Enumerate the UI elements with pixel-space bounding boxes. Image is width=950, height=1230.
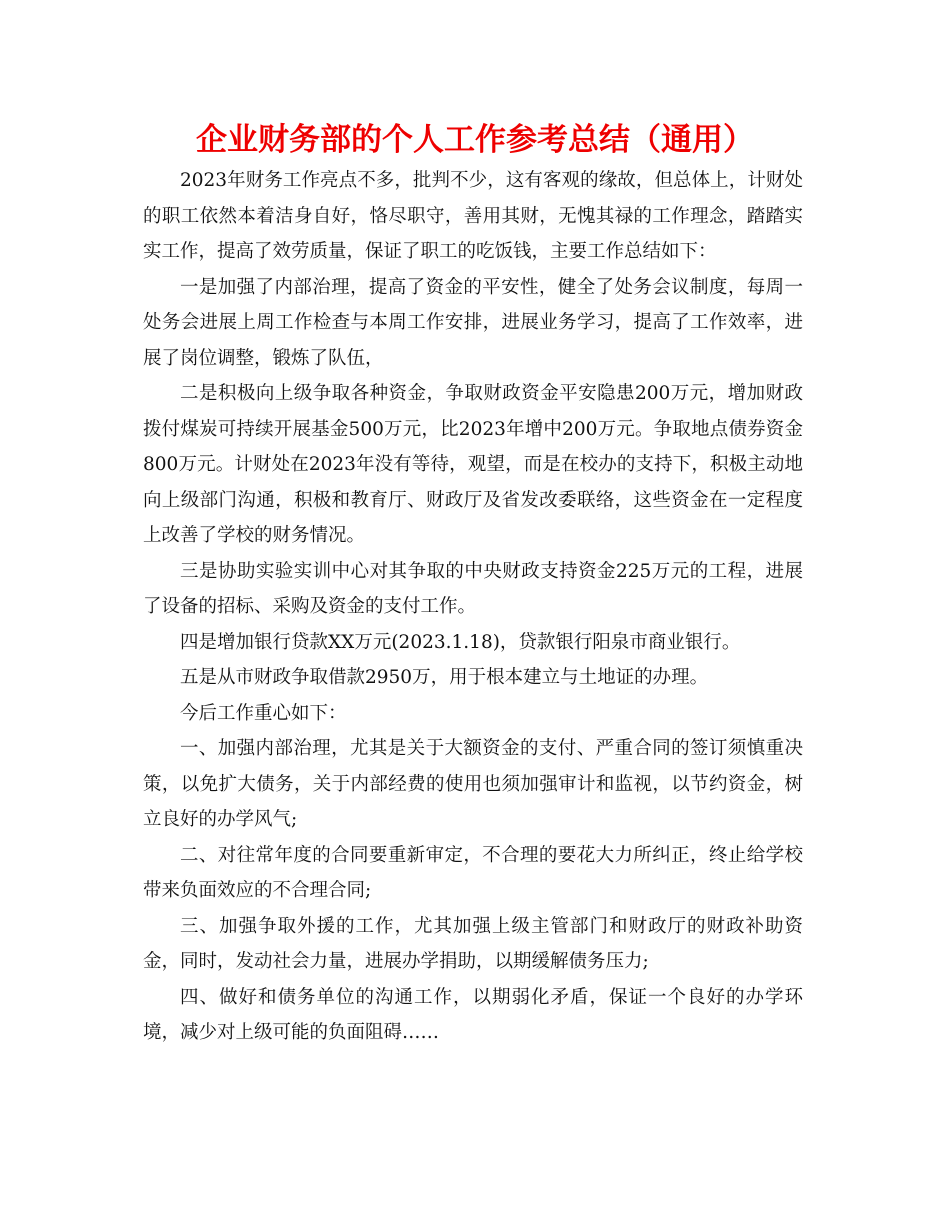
paragraph-intro: 2023年财务工作亮点不多，批判不少，这有客观的缘故，但总体上，计财处的职工依然本着洁身自好，恪尽职守，善用其财，无愧其禄的工作理念，踏踏实实工作，提高了效劳质量，保证了职工的吃饭钱，主要工作总结如下： — [143, 170, 803, 262]
paragraph-item-4: 四是增加银行贷款XX万元(2023.1.18)，贷款银行阳泉市商业银行。 — [180, 631, 741, 653]
paragraph-item-5: 五是从市财政争取借款2950万，用于根本建立与土地证的办理。 — [180, 667, 709, 688]
paragraph-item-3: 三是协助实验实训中心对其争取的中央财政支持资金225万元的工程，进展了设备的招标、采购及资金的支付工作。 — [143, 560, 803, 617]
paragraph-future-1: 一、加强内部治理，尤其是关于大额资金的支付、严重合同的签订须慎重决策，以免扩大债务，关于内部经费的使用也须加强审计和监视，以节约资金，树立良好的办学风气; — [143, 738, 803, 830]
document-body — [143, 163, 803, 1051]
paragraph-future-4: 四、做好和债务单位的沟通工作，以期弱化矛盾，保证一个良好的办学环境，减少对上级可能的负面阻碍…… — [143, 986, 803, 1043]
document-title: 企业财务部的个人工作参考总结（通用） — [196, 122, 754, 158]
paragraph-item-1: 一是加强了内部治理，提高了资金的平安性，健全了处务会议制度，每周一处务会进展上周工作检查与本周工作安排，进展业务学习，提高了工作效率，进展了岗位调整，锻炼了队伍， — [143, 276, 803, 369]
paragraph-future-heading: 今后工作重心如下： — [180, 702, 347, 724]
paragraph-future-3: 三、加强争取外援的工作，尤其加强上级主管部门和财政厅的财政补助资金，同时，发动社会力量，进展办学捐助，以期缓解债务压力; — [143, 915, 803, 972]
paragraph-future-2: 二、对往常年度的合同要重新审定，不合理的要花大力所纠正，终止给学校带来负面效应的不合理合同; — [143, 844, 803, 901]
paragraph-item-2: 二是积极向上级争取各种资金，争取财政资金平安隐患200万元，增加财政拨付煤炭可持续开展基金500万元，比2023年增中200万元。争取地点债券资金800万元。计财处在2023年没有等待，观望，而是在校办的支持下，积极主动地向上级部门沟通，积极和教育厅、财政厅及省发改委联络，这些资金在一定程度上改善了学校的财务情况。 — [143, 383, 803, 546]
